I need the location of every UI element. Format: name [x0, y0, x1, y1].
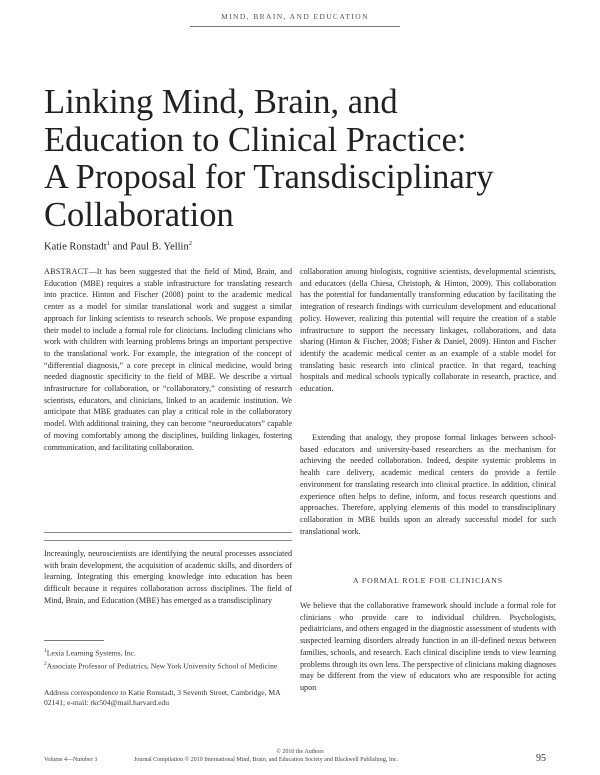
author-line [44, 240, 192, 253]
correspondence-text: Address correspondence to Katie Ronstadt, 3 Seventh Street, Cambridge, MA 02141; e-mail: rkr504@mail.harvard.edu [44, 688, 281, 708]
author-name: Paul B. Yellin [130, 241, 189, 253]
footer-compilation: Journal Compilation © 2010 International Mind, Brain, and Education Society and Blackwell Publishing, Inc. [134, 757, 399, 763]
running-head: MIND, BRAIN, AND EDUCATION [221, 12, 369, 21]
intro-text [44, 548, 292, 607]
section-heading: A FORMAL ROLE FOR CLINICIANS [352, 576, 504, 585]
body-paragraph: Increasingly, neuroscientists are identifying the neural processes associated with brain development, the acquisition of academic skills, and disorders of learning. Integrating this emerging knowledge into education has been difficult because it requires collaboration across disciplines. The field of Mind, Brain, and Education (MBE) has emerged as a transdisciplinary [44, 549, 292, 605]
correspondence-note [44, 688, 292, 708]
footnote-marker: 1 [44, 648, 47, 654]
title-line: Education to Clinical Practice: [44, 120, 467, 159]
title-line: Linking Mind, Brain, and [44, 83, 398, 121]
author-conjunction: and [109, 241, 131, 253]
footnote [44, 646, 292, 659]
right-column-middle [300, 432, 556, 537]
body-paragraph: We believe that the collaborative framework should include a formal role for clinicians who provide care to individual children. Psychologists, pediatricians, and others engaged in the diagnostic assessment of students with suspected learning disorders already function in an ill-defined nexus between families, schools, and research. Each clinical discipline tends to view learning problems through its own lens. The perspective of clinicians making diagnoses may be different from the view of educators who are responsible for acting upon [300, 601, 556, 692]
footnote-text: Associate Professor of Pediatrics, New York University School of Medicine [46, 661, 278, 671]
footnote [44, 659, 292, 672]
footer-copyright: © 2010 the Authors [276, 749, 324, 755]
abstract-text: —It has been suggested that the field of Mind, Brain, and Education (MBE) requires a stable infrastructure for translating research into practice. Hinton and Fischer (2008) point to the academic medical center as a model for similar translational work and suggest a similar approach for linking scientists to research schools. We propose expanding their model to include a formal role for clinicians. Including clinicians who work with children with learning problems brings an important perspective to the translational work. For example, the integration of the concept of “differential diagnosis,” a core precept in clinical medicine, would bring needed diagnostic specificity to the field of MBE. We describe a virtual infrastructure for collaboration, or “collaboratory,” consisting of research scientists, educators, and clinicians, linked to an academic institution. We anticipate that MBE graduates can play a critical role in the collaboratory model. With additional training, they can become “neuroeducators” capable of moving comfortably among the disciplines, building linkages, fostering communication, and facilitating collaboration. [44, 267, 292, 452]
affiliation-footnotes [44, 646, 292, 671]
abstract-paragraph [44, 266, 292, 453]
abstract-divider [44, 532, 292, 533]
author-affiliation-marker: 1 [106, 240, 110, 247]
footnote-divider [44, 640, 104, 641]
title-line: A Proposal for Transdisciplinary [44, 158, 494, 196]
footnote-text: Lexia Learning Systems, Inc. [46, 648, 136, 658]
page-number: 95 [536, 753, 546, 764]
author-affiliation-marker: 2 [188, 240, 192, 247]
abstract [44, 266, 292, 453]
body-paragraph: Extending that analogy, they propose formal linkages between school-based educators and university-based researchers as the mechanism for achieving the needed collaboration. Indeed, despite systemic problems in health care delivery, academic medical centers do provide a fertile environment for translating research into clinical practice. In addition, clinical experience often helps to define, inform, and focus research questions and approaches. Therefore, applying elements of this model to transdisciplinary collaboration in MBE builds upon an already successful model for such translational work. [300, 433, 556, 536]
article-title [44, 84, 564, 234]
author-name: Katie Ronstadt [44, 241, 107, 253]
abstract-label: ABSTRACT [44, 267, 89, 276]
right-column-top [300, 266, 556, 395]
body-paragraph: collaboration among biologists, cognitive scientists, developmental scientists, and educators (della Chiesa, Christoph, & Hinton, 2009). This collaboration has the potential for fundamentally transforming education by facilitating the integration of research findings with curriculum development and educational policy. However, realizing this potential will require the creation of a stable infrastructure to support the necessary linkages, collaborations, and data sharing (Hinton & Fischer, 2008; Fisher & Daniel, 2009). Hinton and Fischer identify the academic medical center as an example of a stable model for translating basic research into clinical practice. In that regard, teaching hospitals and medical schools typically collaborate in research, practice, and education. [300, 267, 556, 394]
right-column-bottom [300, 600, 556, 694]
footer-volume: Volume 4—Number 3 [44, 757, 98, 763]
footnote-marker: 2 [44, 660, 47, 667]
abstract-divider [44, 540, 292, 541]
running-head-rule [190, 26, 400, 27]
title-line: Collaboration [44, 195, 234, 234]
